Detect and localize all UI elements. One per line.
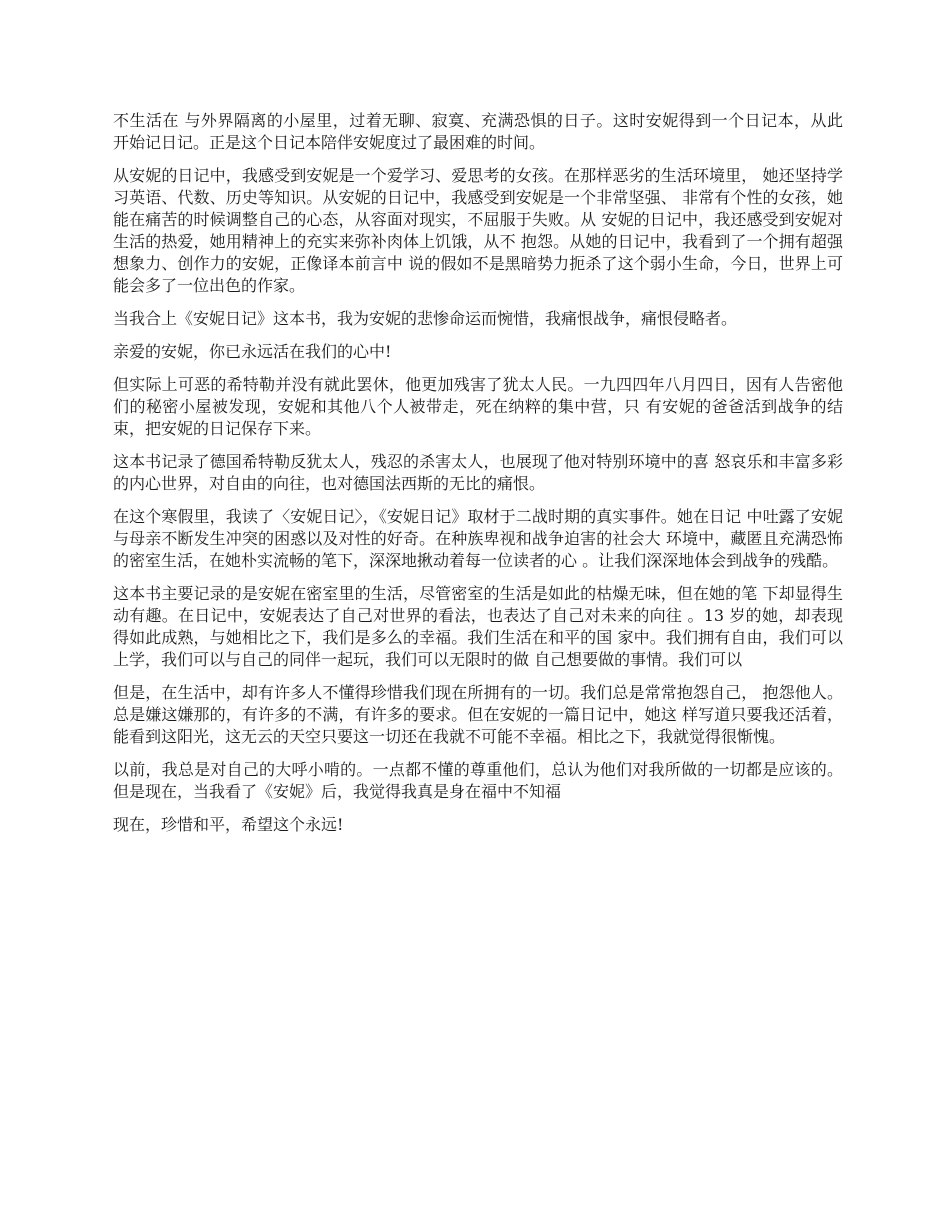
document-page [113, 110, 843, 847]
paragraph-5: 但实际上可恶的希特勒并没有就此罢休，他更加残害了犹太人民。一九四四年八月四日，因有人告密他们的秘密小屋被发现，安妮和其他八个人被带走，死在纳粹的集中营，只 有安妮的爸爸活到战争的结束，把安妮的日记保存下来。 [113, 375, 843, 438]
paragraph-7: 在这个寒假里，我读了〈安妮日记〉，《安妮日记》取材于二战时期的真实事件。她在日记 中吐露了安妮与母亲不断发生冲突的困惑以及对性的好奇。在种族卑视和战争迫害的社会大 环境中，藏匿且充满恐怖的密室生活，在她朴实流畅的笔下，深深地揪动着每一位读者的心 。让我们深深地体会到战争的残酷。 [113, 507, 843, 570]
paragraph-6: 这本书记录了德国希特勒反犹太人，残忍的杀害太人，也展现了他对特别环境中的喜 怒哀乐和丰富多彩的内心世界，对自由的向往，也对德国法西斯的无比的痛恨。 [113, 452, 843, 493]
paragraph-10: 以前，我总是对自己的大呼小啃的。一点都不懂的尊重他们，总认为他们对我所做的一切都是应该的。但是现在，当我看了《安妮》后，我觉得我真是身在福中不知福 [113, 760, 843, 801]
paragraph-1: 不生活在 与外界隔离的小屋里，过着无聊、寂寞、充满恐惧的日子。这时安妮得到一个日记本，从此 开始记日记。正是这个日记本陪伴安妮度过了最困难的时间。 [113, 111, 843, 152]
paragraph-11: 现在，珍惜和平，希望这个永远! [113, 815, 344, 834]
paragraph-3: 当我合上《安妮日记》这本书，我为安妮的悲惨命运而惋惜，我痛恨战争，痛恨侵略者。 [113, 309, 738, 328]
paragraph-2: 从安妮的日记中，我感受到安妮是一个爱学习、爱思考的女孩。在那样恶劣的生活环境里， 她还坚持学习英语、代数、历史等知识。从安妮的日记中，我感受到安妮是一个非常坚强、 非常有个性的女孩，她能在痛苦的时候调整自己的心态，从容面对现实，不屈服于失败。从 安妮的日记中，我还感受到安妮对生活的热爱，她用精神上的充实来弥补肉体上饥饿，从不 抱怨。从她的日记中，我看到了一个拥有超强想象力、创作力的安妮，正像译本前言中 说的假如不是黑暗势力扼杀了这个弱小生命，今日，世界上可能会多了一位出色的作家。 [113, 166, 843, 295]
paragraph-8: 这本书主要记录的是安妮在密室里的生活，尽管密室的生活是如此的枯燥无味，但在她的笔 下却显得生动有趣。在日记中，安妮表达了自己对世界的看法，也表达了自己对未来的向往 。13 岁的她，却表现得如此成熟，与她相比之下，我们是多么的幸福。我们生活在和平的国 家中。我们拥有自由，我们可以上学，我们可以与自己的同伴一起玩，我们可以无限时的做 自己想要做的事情。我们可以 [113, 584, 843, 669]
paragraph-4: 亲爱的安妮，你已永远活在我们的心中! [113, 342, 392, 361]
paragraph-9: 但是，在生活中，却有许多人不懂得珍惜我们现在所拥有的一切。我们总是常常抱怨自己， 抱怨他人。总是嫌这嫌那的，有许多的不满，有许多的要求。但在安妮的一篇日记中，她这 样写道只要我还活着，能看到这阳光，这无云的天空只要这一切还在我就不可能不幸福。相比之下，我就觉得很惭愧。 [113, 683, 843, 746]
